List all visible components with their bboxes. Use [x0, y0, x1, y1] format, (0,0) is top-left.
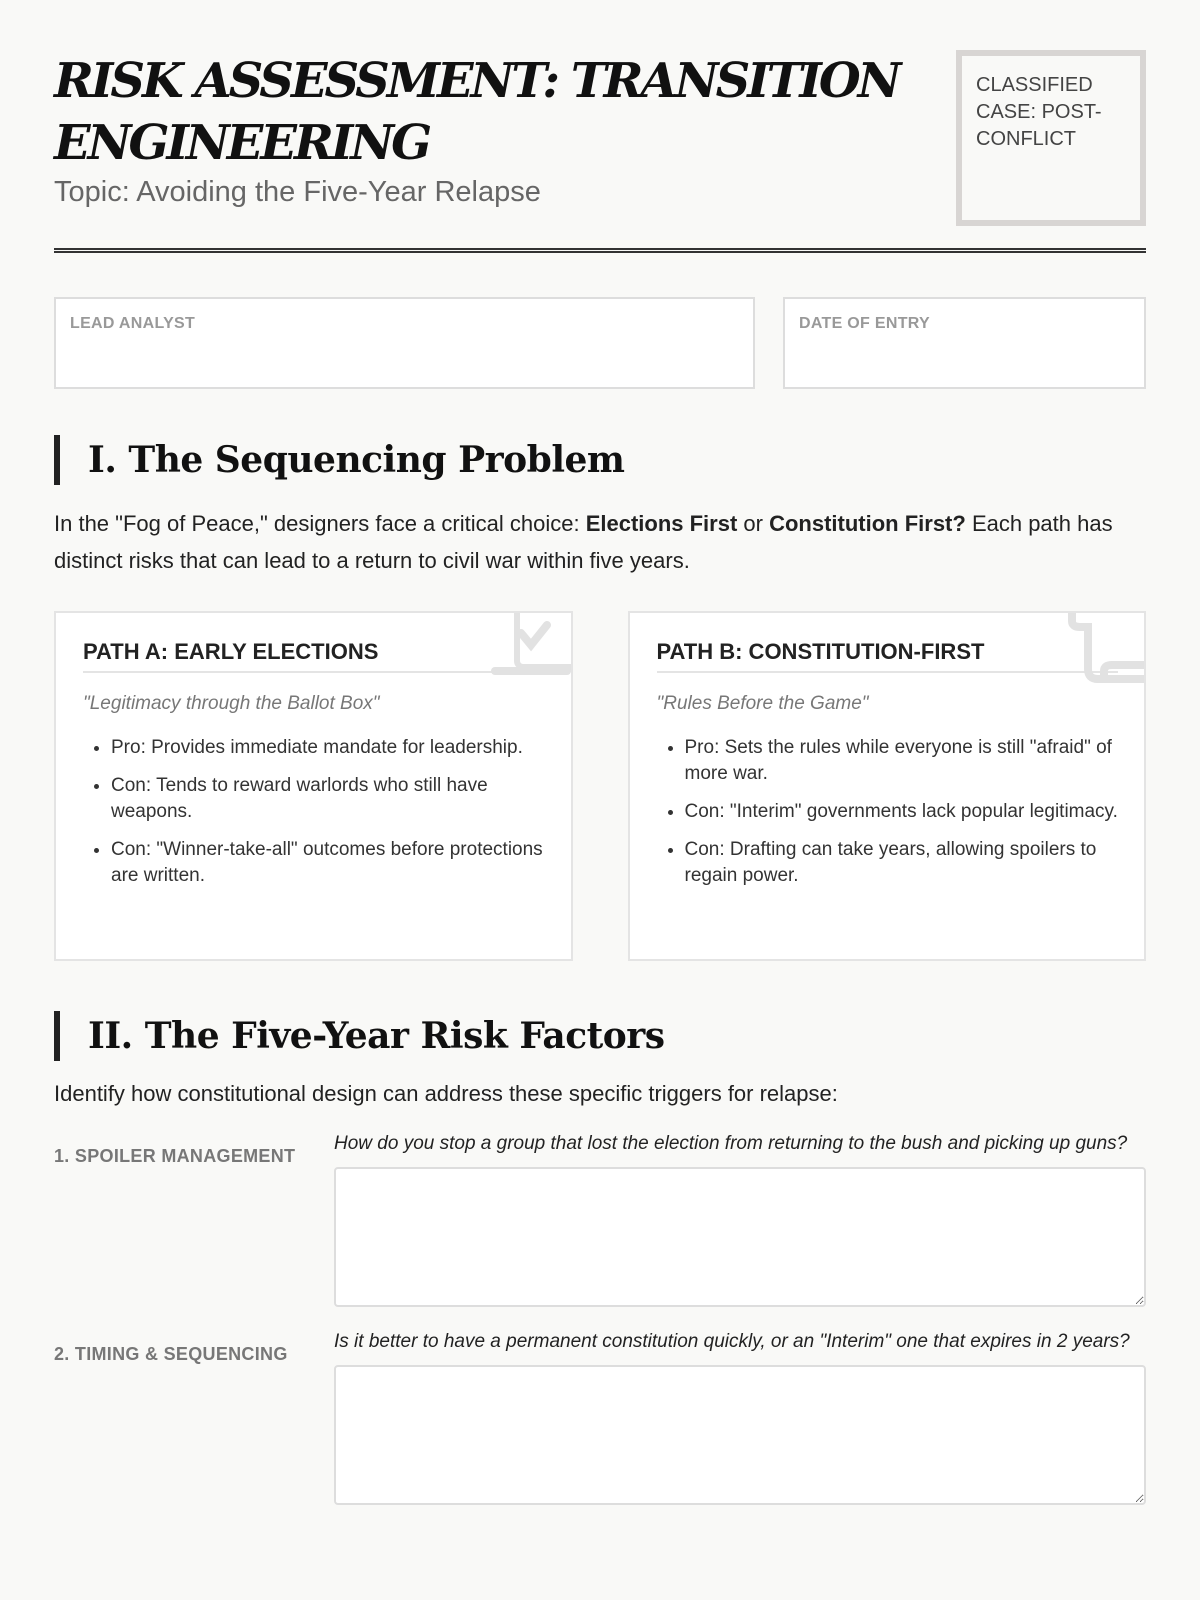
date-of-entry-field[interactable] — [783, 297, 1146, 389]
question-timing-sequencing — [54, 1329, 1146, 1505]
classified-stamp: CLASSIFIED CASE: POST-CONFLICT — [956, 50, 1146, 226]
elections-first-emphasis: Elections First — [585, 511, 738, 536]
list-item: • Con: "Interim" governments lack popular legitimacy. — [685, 799, 1119, 825]
path-a-title: PATH A: EARLY ELECTIONS — [83, 639, 545, 673]
list-item: • Con: Drafting can take years, allowing spoilers to regain power. — [685, 837, 1119, 889]
question-prompt: Is it better to have a permanent constitution quickly, or an "Interim" one that expires in 2 years? — [334, 1331, 1130, 1352]
section-heading-sequencing: I. The Sequencing Problem — [54, 435, 1146, 485]
list-item: • Pro: Sets the rules while everyone is still "afraid" of more war. — [685, 735, 1119, 787]
spoiler-management-answer[interactable] — [334, 1167, 1146, 1307]
list-item: • Con: Tends to reward warlords who still have weapons. — [111, 773, 545, 825]
question-label: 1. SPOILER MANAGEMENT — [54, 1146, 296, 1166]
section-heading-risk-factors: II. The Five-Year Risk Factors — [54, 1011, 1146, 1061]
lead-analyst-field[interactable] — [54, 297, 755, 389]
path-b-title: PATH B: CONSTITUTION-FIRST — [657, 639, 1119, 673]
section-intro: Identify how constitutional design can address these specific triggers for relapse: — [54, 1081, 838, 1106]
path-a-quote: "Legitimacy through the Ballot Box" — [83, 693, 380, 714]
path-a-card — [54, 611, 573, 961]
page-title: RISK ASSESSMENT: TRANSITION ENGINEERING — [54, 53, 899, 171]
question-prompt: How do you stop a group that lost the election from returning to the bush and picking up guns? — [334, 1133, 1128, 1154]
intro-text: Each path has distinct risks that can lead to a return to civil war within five years. — [54, 511, 1113, 573]
lead-analyst-label: LEAD ANALYST — [70, 315, 196, 332]
intro-text: In the "Fog of Peace," designers face a critical choice: — [54, 511, 586, 536]
list-item: • Pro: Provides immediate mandate for leadership. — [111, 735, 545, 761]
question-label: 2. TIMING & SEQUENCING — [54, 1344, 288, 1364]
scroll-document-icon — [1064, 613, 1144, 685]
constitution-first-emphasis: Constitution First? — [769, 511, 966, 536]
header — [54, 50, 1146, 253]
timing-sequencing-answer[interactable] — [334, 1365, 1146, 1505]
section-intro — [54, 505, 1146, 579]
intro-text: or — [737, 511, 770, 536]
ballot-check-icon — [491, 613, 571, 679]
path-b-card — [628, 611, 1147, 961]
path-b-quote: "Rules Before the Game" — [656, 693, 869, 714]
topic-subtitle: Topic: Avoiding the Five-Year Relapse — [54, 176, 541, 208]
list-item: • Con: "Winner-take-all" outcomes before protections are written. — [111, 837, 545, 889]
question-spoiler-management — [54, 1131, 1146, 1307]
date-of-entry-label: DATE OF ENTRY — [799, 315, 931, 332]
